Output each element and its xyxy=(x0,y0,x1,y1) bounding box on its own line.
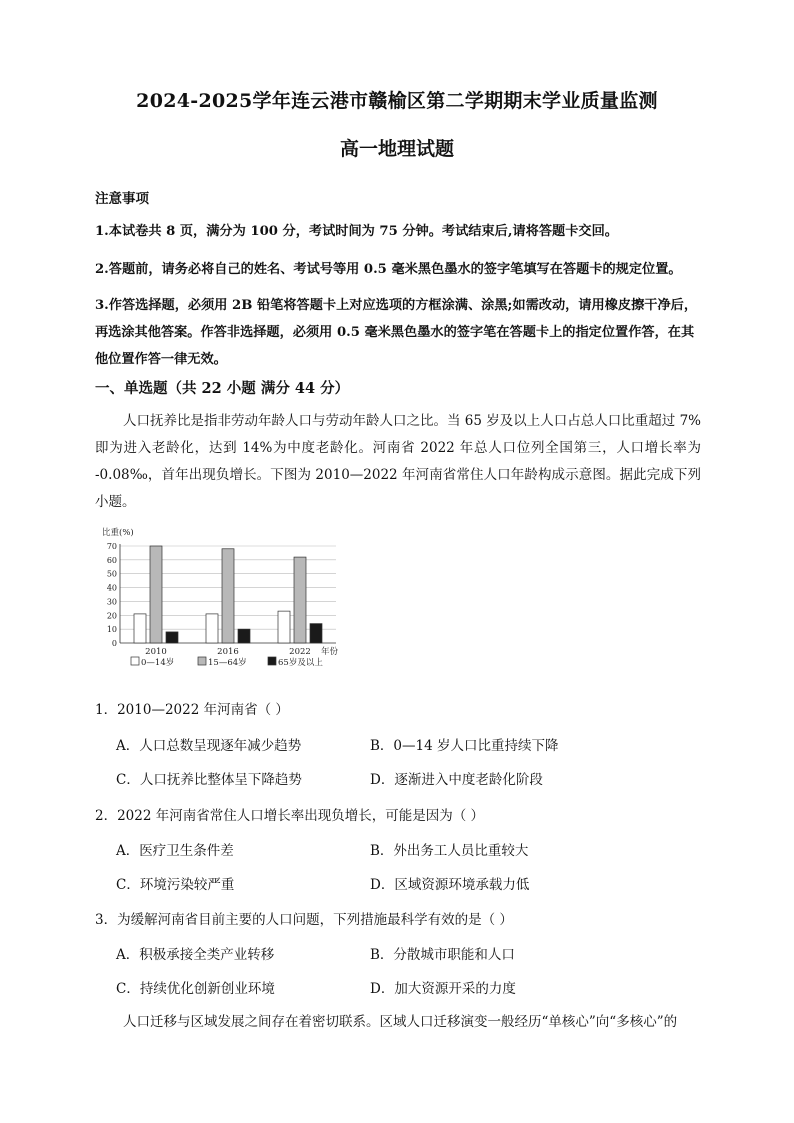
bar-2016-series-2 xyxy=(238,629,250,643)
exam-subtitle: 高一地理试题 xyxy=(339,138,454,160)
y-tick-label: 50 xyxy=(106,569,117,579)
q1-option-d[interactable]: D．逐渐进入中度老龄化阶段 xyxy=(370,772,543,788)
q2-option-c[interactable]: C．环境污染较严重 xyxy=(116,877,235,893)
legend-swatch-1 xyxy=(198,657,206,665)
notice-heading: 注意事项 xyxy=(95,191,149,207)
notice-item-1: 1.本试卷共 8 页，满分为 100 分，考试时间为 75 分钟。考试结束后,请将答题卡交回。 xyxy=(95,224,618,239)
q1-option-c[interactable]: C．人口抚养比整体呈下降趋势 xyxy=(116,772,302,788)
y-tick-label: 70 xyxy=(106,542,117,551)
y-tick-label: 0 xyxy=(111,639,117,648)
q3-option-c[interactable]: C．持续优化创新创业环境 xyxy=(116,981,275,997)
question-1-stem: 1．2010—2022 年河南省（ ） xyxy=(95,702,289,718)
passage-1: 人口抚养比是指非劳动年龄人口与劳动年龄人口之比。当 65 岁及以上人口占总人口比重超过 7%即为进入老龄化，达到 14%为中度老龄化。河南省 2022 年总人口位列全国第三，人口增长率为 -0.08‰，首年出现负增长。下图为 2010—2022 年河南省常住人口年龄构成示意图。据此完成下列小题。 xyxy=(95,413,701,510)
y-tick-label: 60 xyxy=(106,555,117,565)
legend-label-0: 0—14岁 xyxy=(141,658,175,668)
legend-swatch-2 xyxy=(268,657,276,665)
x-tick-label: 2016 xyxy=(217,647,239,657)
y-axis-label: 比重(%) xyxy=(102,528,134,538)
q3-option-a[interactable]: A．积极承接全类产业转移 xyxy=(116,947,275,963)
bar-2022-series-0 xyxy=(278,611,290,643)
legend-label-1: 15—64岁 xyxy=(208,658,247,668)
notice-item-2: 2.答题前，请务必将自己的姓名、考试号等用 0.5 毫米黑色墨水的签字笔填写在答题卡的规定位置。 xyxy=(95,262,682,277)
bar-2016-series-1 xyxy=(222,549,234,643)
q2-option-d[interactable]: D．区域资源环境承载力低 xyxy=(370,877,530,893)
q3-option-d[interactable]: D．加大资源开采的力度 xyxy=(370,981,516,997)
y-tick-label: 30 xyxy=(106,597,117,607)
q2-option-a[interactable]: A．医疗卫生条件差 xyxy=(116,843,234,859)
question-2-stem: 2．2022 年河南省常住人口增长率出现负增长，可能是因为（ ） xyxy=(95,808,485,824)
bar-2010-series-0 xyxy=(134,614,146,643)
x-axis-label: 年份 xyxy=(320,647,338,657)
legend-label-2: 65岁及以上 xyxy=(278,658,323,668)
y-tick-label: 40 xyxy=(106,583,117,593)
q1-option-b[interactable]: B．0—14 岁人口比重持续下降 xyxy=(370,738,559,754)
bar-2010-series-2 xyxy=(166,632,178,643)
notice-item-3: 3.作答选择题，必须用 2B 铅笔将答题卡上对应选项的方框涂满、涂黑;如需改动，请用橡皮擦干净后，再选涂其他答案。作答非选择题，必须用 0.5 毫米黑色墨水的签字笔在答题卡上的指定位置作答，在其他位置作答一律无效。 xyxy=(95,298,698,367)
bar-2010-series-1 xyxy=(150,546,162,643)
x-tick-label: 2022 xyxy=(289,647,311,657)
bar-2016-series-0 xyxy=(206,614,218,643)
y-tick-label: 20 xyxy=(106,611,117,621)
q2-option-b[interactable]: B．外出务工人员比重较大 xyxy=(370,843,529,859)
age-structure-chart xyxy=(98,524,348,670)
q1-option-a[interactable]: A．人口总数呈现逐年减少趋势 xyxy=(116,738,302,754)
y-tick-label: 10 xyxy=(106,625,117,635)
legend-swatch-0 xyxy=(131,657,139,665)
bar-2022-series-1 xyxy=(294,557,306,643)
passage-2: 人口迁移与区域发展之间存在着密切联系。区域人口迁移演变一般经历“单核心”向“多核心”的 xyxy=(123,1014,678,1030)
q3-option-b[interactable]: B．分散城市职能和人口 xyxy=(370,947,515,963)
question-3-stem: 3．为缓解河南省目前主要的人口问题，下列措施最科学有效的是（ ） xyxy=(95,912,513,928)
section-heading: 一、单选题（共 22 小题 满分 44 分） xyxy=(95,380,350,397)
exam-title: 2024-2025学年连云港市赣榆区第二学期期末学业质量监测 xyxy=(136,90,658,112)
bar-2022-series-2 xyxy=(310,624,322,643)
x-tick-label: 2010 xyxy=(145,647,167,657)
